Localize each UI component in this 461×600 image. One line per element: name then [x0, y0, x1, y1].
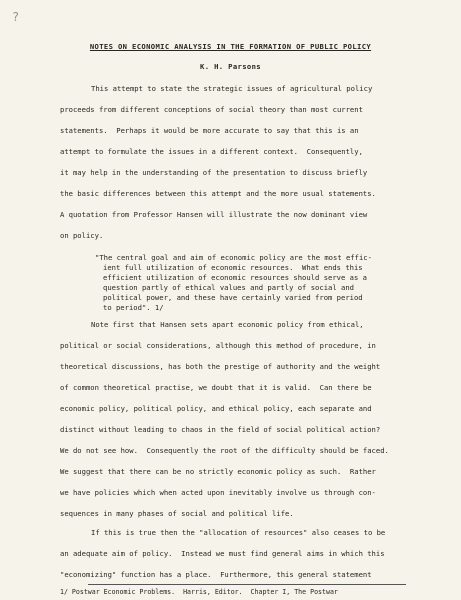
- footnote-rule: [88, 584, 406, 585]
- body-line: of common theoretical practise, we doubt that it is valid. Can there be: [60, 383, 372, 392]
- body-line: This attempt to state the strategic issues of agricultural policy: [91, 84, 373, 93]
- quote-line: to period". 1/: [103, 303, 164, 312]
- body-line: proceeds from different conceptions of social theory than most current: [60, 105, 363, 114]
- body-line: political or social considerations, although this method of procedure, in: [60, 341, 376, 350]
- body-line: statements. Perhaps it would be more accurate to say that this is an: [60, 126, 359, 135]
- body-line: an adequate aim of policy. Instead we must find general aims in which this: [60, 549, 385, 558]
- body-line: Note first that Hansen sets apart economic policy from ethical,: [91, 320, 364, 329]
- body-line: We suggest that there can be no strictly economic policy as such. Rather: [60, 467, 376, 476]
- document-title: NOTES ON ECONOMIC ANALYSIS IN THE FORMATION OF PUBLIC POLICY: [89, 42, 372, 51]
- quote-line: efficient utilization of economic resources should serve as a: [103, 273, 367, 282]
- body-line: on policy.: [60, 231, 104, 240]
- body-line: we have policies which when acted upon inevitably involve us through con-: [60, 488, 376, 497]
- body-line: the basic differences between this attempt and the more usual statements.: [60, 189, 376, 198]
- body-line: sequences in many phases of social and political life.: [60, 509, 294, 518]
- body-line: economic policy, political policy, and ethical policy, each separate and: [60, 404, 372, 413]
- quote-line: "The central goal and aim of economic policy are the most effic-: [95, 253, 372, 262]
- body-line: If this is true then the "allocation of resources" also ceases to be: [91, 528, 386, 537]
- body-line: distinct without leading to chaos in the field of social political action?: [60, 425, 381, 434]
- body-line: A quotation from Professor Hansen will illustrate the now dominant view: [60, 210, 368, 219]
- quote-line: political power, and these have certainly varied from period: [103, 293, 363, 302]
- corner-mark: ?: [12, 10, 20, 24]
- body-line: it may help in the understanding of the presentation to discuss briefly: [60, 168, 368, 177]
- body-line: "economizing" function has a place. Furthermore, this general statement: [60, 570, 372, 579]
- quote-line: question partly of ethical values and partly of social and: [103, 283, 354, 292]
- body-line: We do not see how. Consequently the root of the difficulty should be faced.: [60, 446, 389, 455]
- quote-line: ient full utilization of economic resources. What ends this: [103, 263, 363, 272]
- body-line: attempt to formulate the issues in a different context. Consequently,: [60, 147, 363, 156]
- footnote-line: 1/ Postwar Economic Problems. Harris, Editor. Chapter I, The Postwar: [60, 588, 338, 596]
- document-author: K. H. Parsons: [200, 62, 261, 71]
- body-line: theoretical discussions, has both the prestige of authority and the weight: [60, 362, 381, 371]
